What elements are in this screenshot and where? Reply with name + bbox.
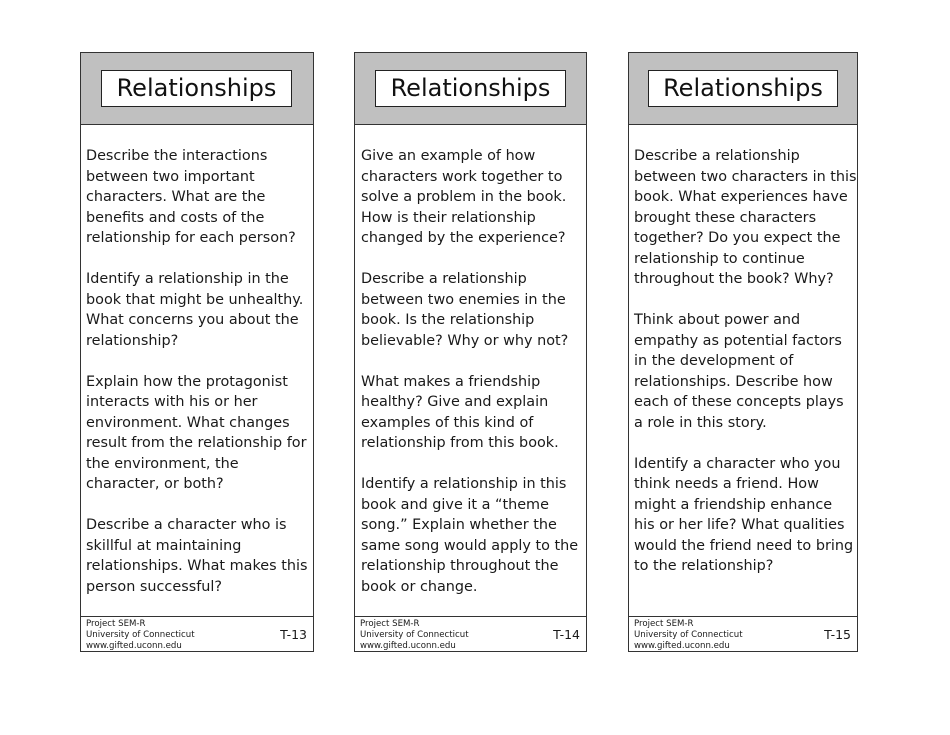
- card-footer: [355, 617, 586, 653]
- prompt-text: Give an example of how characters work together to solve a problem in the book. How is their relationship changed by the experience?: [361, 148, 567, 246]
- prompt-text: Explain how the protagonist interacts with his or her environment. What changes result from the relationship for the environment, the character, or both?: [86, 373, 307, 492]
- bookmark-card-t13: [80, 52, 314, 652]
- footer-university: University of Connecticut: [360, 630, 469, 640]
- card-code: T-14: [553, 627, 580, 642]
- card-body: [629, 125, 857, 617]
- footer-website: www.gifted.uconn.edu: [360, 641, 456, 651]
- bookmark-card-t14: [354, 52, 587, 652]
- prompt-text: Describe a character who is skillful at maintaining relationships. What makes this person successful?: [86, 517, 308, 595]
- prompt-text: Identify a character who you think needs a friend. How might a friendship enhance his or her life? What qualities would the friend need to bring to the relationship?: [634, 455, 854, 574]
- footer-project: Project SEM-R: [360, 619, 420, 629]
- prompt-text: What makes a friendship healthy? Give and explain examples of this kind of relationship from this book.: [361, 373, 559, 451]
- card-title: Relationships: [648, 70, 838, 107]
- card-footer: [81, 617, 313, 653]
- prompt-text: Describe a relationship between two enemies in the book. Is the relationship believable? Why or why not?: [361, 271, 569, 349]
- card-footer: [629, 617, 857, 653]
- footer-university: University of Connecticut: [634, 630, 743, 640]
- prompt-text: Describe a relationship between two characters in this book. What experiences have brought these characters together? Do you expect the relationship to continue throughout the book? Why?: [634, 148, 857, 287]
- card-code: T-15: [824, 627, 851, 642]
- card-code: T-13: [280, 627, 307, 642]
- prompt-text: Identify a relationship in the book that might be unhealthy. What concerns you about the relationship?: [86, 271, 304, 349]
- prompt-text: Describe the interactions between two important characters. What are the benefits and costs of the relationship for each person?: [86, 148, 296, 246]
- card-header: [81, 53, 313, 125]
- footer-project: Project SEM-R: [86, 619, 146, 629]
- footer-website: www.gifted.uconn.edu: [86, 641, 182, 651]
- footer-website: www.gifted.uconn.edu: [634, 641, 730, 651]
- prompt-text: Think about power and empathy as potential factors in the development of relationships. Describe how each of these concepts plays a role in this story.: [634, 312, 844, 431]
- footer-university: University of Connecticut: [86, 630, 195, 640]
- card-header: [355, 53, 586, 125]
- bookmark-card-t15: [628, 52, 858, 652]
- card-title: Relationships: [375, 70, 566, 107]
- card-title: Relationships: [101, 70, 292, 107]
- card-body: [81, 125, 313, 617]
- footer-project: Project SEM-R: [634, 619, 694, 629]
- prompt-text: Identify a relationship in this book and give it a “theme song.” Explain whether the same song would apply to the relationship throughout the book or change.: [361, 476, 579, 595]
- card-body: [355, 125, 586, 617]
- card-header: [629, 53, 857, 125]
